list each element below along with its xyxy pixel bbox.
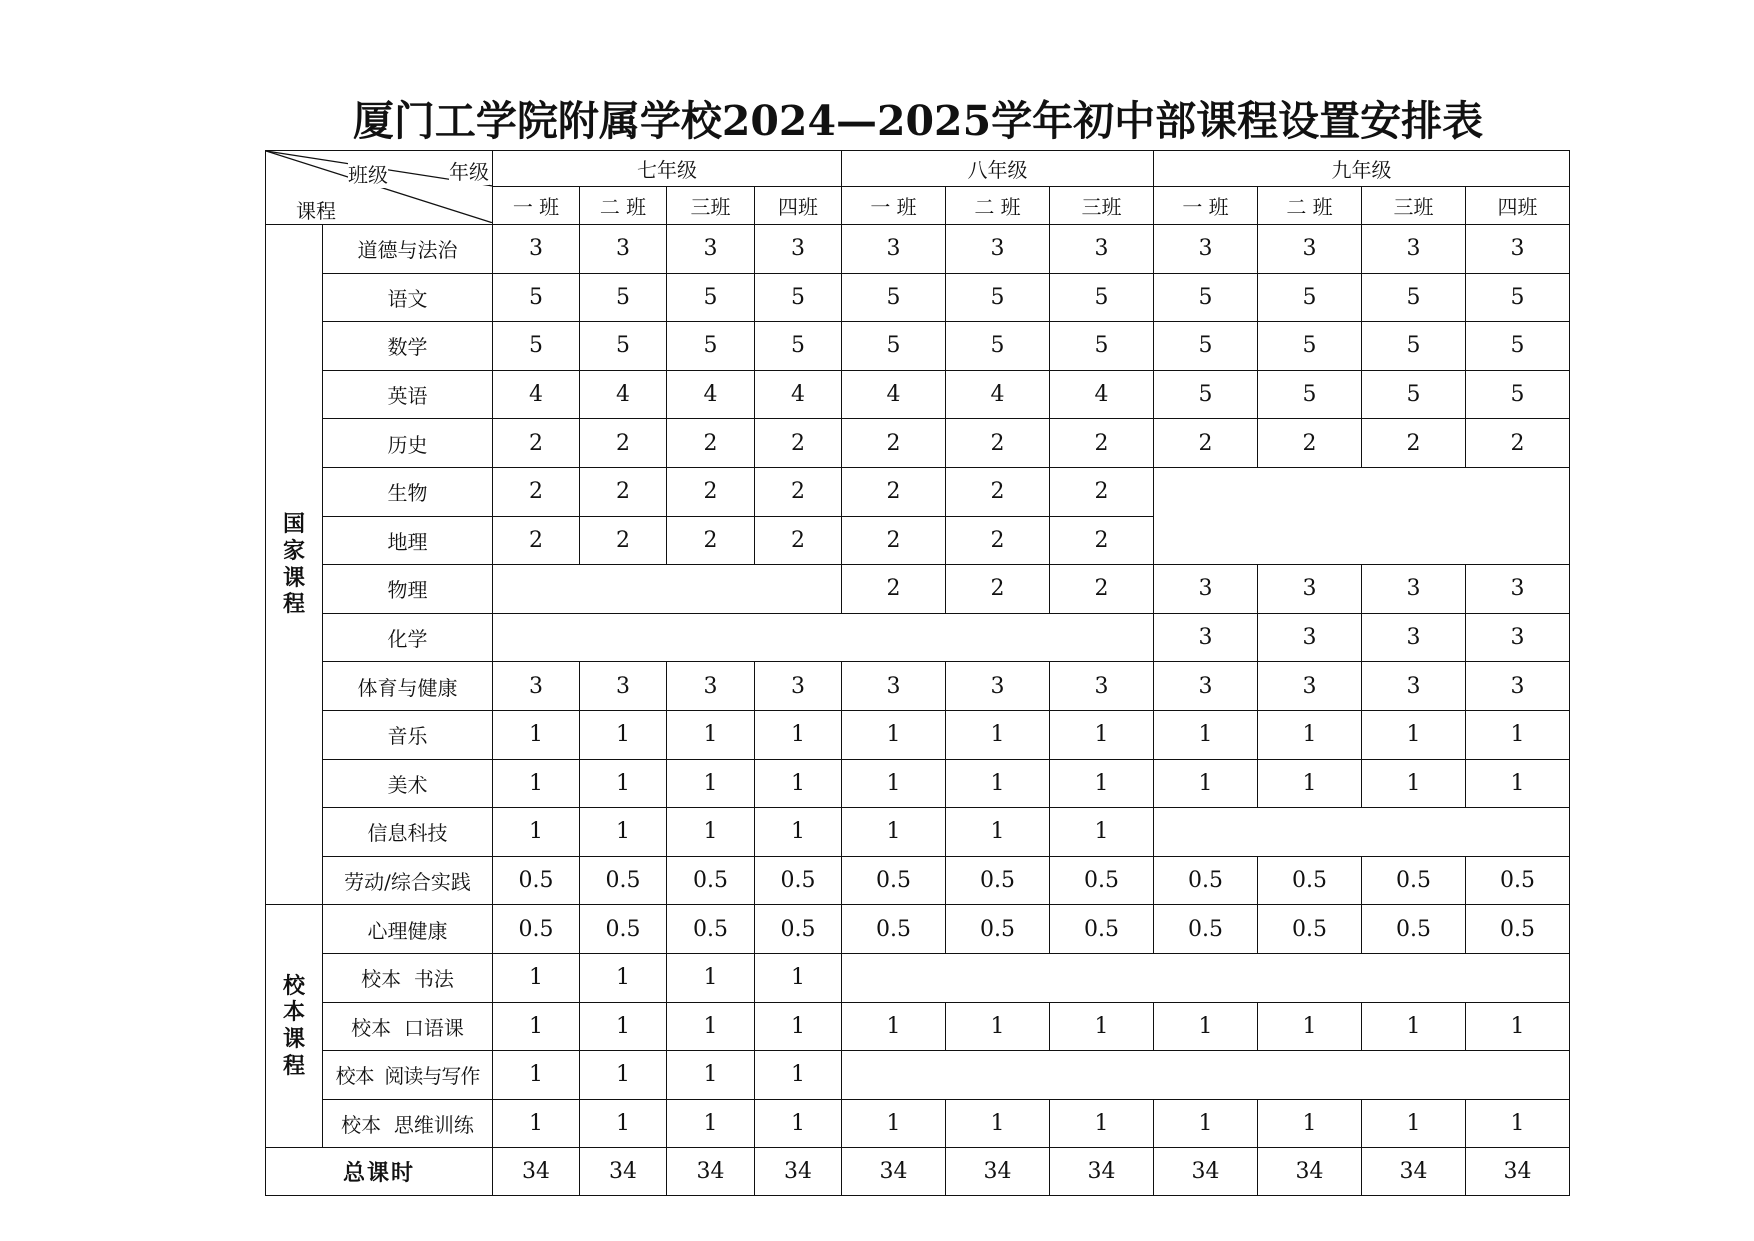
class-header: 三班 [667,187,755,225]
hours-cell: 1 [493,759,580,808]
hours-cell: 1 [946,759,1050,808]
subject-name: 校本 口语课 [323,1002,493,1051]
hours-cell: 1 [1258,759,1362,808]
hours-cell: 0.5 [667,905,755,954]
hours-cell: 0.5 [1050,905,1154,954]
hours-cell: 1 [1154,1099,1258,1148]
hours-cell: 4 [1050,370,1154,419]
hours-cell: 0.5 [667,856,755,905]
total-cell: 34 [755,1148,842,1196]
hours-cell: 5 [755,322,842,371]
hours-cell: 5 [946,273,1050,322]
hours-cell: 1 [1258,710,1362,759]
hours-cell: 2 [1050,419,1154,468]
hours-cell: 3 [1258,225,1362,274]
empty-merged-cell [842,1051,1570,1100]
hours-cell: 3 [1154,613,1258,662]
hours-cell: 0.5 [1154,856,1258,905]
hours-cell: 0.5 [1050,856,1154,905]
grade-header-7: 七年级 [493,151,842,187]
hours-cell: 3 [1154,565,1258,614]
hours-cell: 2 [580,467,667,516]
table-row [266,322,1570,371]
hours-cell: 5 [493,322,580,371]
hours-cell: 3 [1258,613,1362,662]
hours-cell: 4 [946,370,1050,419]
empty-merged-cell [493,613,1154,662]
hours-cell: 5 [580,273,667,322]
class-header: 二 班 [1258,187,1362,225]
hours-cell: 3 [1466,662,1570,711]
hours-cell: 0.5 [946,905,1050,954]
hours-cell: 5 [1050,322,1154,371]
hours-cell: 3 [1258,662,1362,711]
hours-cell: 2 [1466,419,1570,468]
hours-cell: 3 [1050,662,1154,711]
subject-name: 物理 [323,565,493,614]
table-row [266,905,1570,954]
hours-cell: 2 [667,516,755,565]
class-header: 三班 [1050,187,1154,225]
hours-cell: 1 [580,808,667,857]
hours-cell: 1 [667,1051,755,1100]
hours-cell: 1 [842,710,946,759]
hours-cell: 1 [580,759,667,808]
hours-cell: 1 [667,759,755,808]
hours-cell: 1 [755,759,842,808]
hours-cell: 2 [842,419,946,468]
hours-cell: 2 [842,467,946,516]
hours-cell: 1 [667,710,755,759]
hours-cell: 5 [1466,273,1570,322]
hours-cell: 3 [755,662,842,711]
hours-cell: 1 [580,1099,667,1148]
hours-cell: 5 [1258,273,1362,322]
hours-cell: 3 [667,662,755,711]
hours-cell: 0.5 [755,905,842,954]
header-corner-cell [266,151,493,225]
hours-cell: 3 [946,225,1050,274]
hours-cell: 2 [946,419,1050,468]
subject-name: 校本 书法 [323,953,493,1002]
table-row [266,419,1570,468]
hours-cell: 2 [755,419,842,468]
total-cell: 34 [842,1148,946,1196]
hours-cell: 2 [1154,419,1258,468]
hours-cell: 2 [580,516,667,565]
hours-cell: 3 [842,225,946,274]
table-row [266,565,1570,614]
hours-cell: 5 [1466,370,1570,419]
hours-cell: 1 [493,1051,580,1100]
hours-cell: 3 [1362,225,1466,274]
hours-cell: 1 [1154,710,1258,759]
hours-cell: 0.5 [1466,856,1570,905]
hours-cell: 3 [755,225,842,274]
subject-name: 生物 [323,467,493,516]
hours-cell: 1 [842,759,946,808]
subject-name: 地理 [323,516,493,565]
class-header: 四班 [755,187,842,225]
hours-cell: 2 [842,516,946,565]
hours-cell: 5 [667,273,755,322]
hours-cell: 3 [1362,662,1466,711]
hours-cell: 4 [580,370,667,419]
hours-cell: 5 [1466,322,1570,371]
hours-cell: 2 [493,516,580,565]
class-header: 二 班 [946,187,1050,225]
total-cell: 34 [1154,1148,1258,1196]
total-cell: 34 [493,1148,580,1196]
hours-cell: 2 [1050,565,1154,614]
hours-cell: 5 [842,273,946,322]
table-row [266,662,1570,711]
hours-cell: 2 [1050,516,1154,565]
hours-cell: 1 [580,1051,667,1100]
page-title: 厦门工学院附属学校2024—2025学年初中部课程设置安排表 [352,97,1484,145]
table-row [266,759,1570,808]
subject-name: 历史 [323,419,493,468]
hours-cell: 1 [667,1002,755,1051]
hours-cell: 0.5 [580,905,667,954]
hours-cell: 2 [667,467,755,516]
hours-cell: 1 [1362,1099,1466,1148]
subject-name: 体育与健康 [323,662,493,711]
hours-cell: 1 [1050,1099,1154,1148]
subject-name: 道德与法治 [323,225,493,274]
table-row [266,225,1570,274]
hours-cell: 2 [667,419,755,468]
hours-cell: 1 [493,710,580,759]
table-row [266,613,1570,662]
hours-cell: 1 [667,808,755,857]
subject-name: 心理健康 [323,905,493,954]
hours-cell: 3 [1050,225,1154,274]
table-row [266,808,1570,857]
grade-header-8: 八年级 [842,151,1154,187]
hours-cell: 0.5 [1258,856,1362,905]
hours-cell: 1 [1362,710,1466,759]
hours-cell: 1 [493,1002,580,1051]
hours-cell: 0.5 [1362,905,1466,954]
table-row [266,1099,1570,1148]
hours-cell: 0.5 [842,856,946,905]
category-school: 校本课程 [266,905,323,1148]
subject-name: 音乐 [323,710,493,759]
hours-cell: 1 [580,710,667,759]
hours-cell: 0.5 [1258,905,1362,954]
hours-cell: 5 [1362,273,1466,322]
grade-header-9: 九年级 [1154,151,1570,187]
class-header: 三班 [1362,187,1466,225]
hours-cell: 1 [946,710,1050,759]
hours-cell: 3 [1154,662,1258,711]
subject-name: 美术 [323,759,493,808]
total-label: 总课时 [266,1148,493,1196]
hours-cell: 4 [842,370,946,419]
empty-merged-cell [842,953,1570,1002]
hours-cell: 5 [1050,273,1154,322]
hours-cell: 5 [1362,322,1466,371]
hours-cell: 1 [1154,1002,1258,1051]
hours-cell: 0.5 [493,905,580,954]
hours-cell: 1 [667,953,755,1002]
total-cell: 34 [946,1148,1050,1196]
hours-cell: 0.5 [946,856,1050,905]
total-row [266,1148,1570,1196]
total-cell: 34 [1258,1148,1362,1196]
table-row [266,467,1570,516]
hours-cell: 3 [580,662,667,711]
hours-cell: 1 [493,1099,580,1148]
hours-cell: 0.5 [1466,905,1570,954]
hours-cell: 5 [580,322,667,371]
hours-cell: 3 [1466,565,1570,614]
hours-cell: 1 [1258,1099,1362,1148]
hours-cell: 4 [667,370,755,419]
total-cell: 34 [580,1148,667,1196]
total-cell: 34 [1050,1148,1154,1196]
hours-cell: 1 [1050,1002,1154,1051]
hours-cell: 2 [1258,419,1362,468]
hours-cell: 1 [842,1099,946,1148]
hours-cell: 1 [946,808,1050,857]
hours-cell: 2 [493,467,580,516]
empty-merged-cell [1154,467,1570,564]
subject-name: 劳动/综合实践 [323,856,493,905]
table-row [266,1002,1570,1051]
hours-cell: 2 [580,419,667,468]
hours-cell: 1 [1050,710,1154,759]
hours-cell: 2 [1050,467,1154,516]
category-national: 国家课程 [266,225,323,905]
hours-cell: 1 [1362,759,1466,808]
hours-cell: 5 [1258,322,1362,371]
class-header: 一 班 [842,187,946,225]
hours-cell: 3 [1466,225,1570,274]
hours-cell: 0.5 [1154,905,1258,954]
hours-cell: 0.5 [1362,856,1466,905]
hours-cell: 2 [1362,419,1466,468]
hours-cell: 1 [1050,808,1154,857]
subject-name: 英语 [323,370,493,419]
table-row [266,856,1570,905]
hours-cell: 1 [1466,759,1570,808]
subject-name: 校本 阅读与写作 [323,1051,493,1100]
empty-merged-cell [493,565,842,614]
hours-cell: 5 [842,322,946,371]
hours-cell: 3 [493,662,580,711]
hours-cell: 1 [842,808,946,857]
hours-cell: 5 [667,322,755,371]
hours-cell: 1 [1466,1002,1570,1051]
hours-cell: 3 [946,662,1050,711]
total-cell: 34 [1362,1148,1466,1196]
total-cell: 34 [667,1148,755,1196]
hours-cell: 0.5 [755,856,842,905]
hours-cell: 1 [755,1002,842,1051]
hours-cell: 3 [580,225,667,274]
hours-cell: 1 [755,1099,842,1148]
course-schedule-table [265,150,1570,1196]
hours-cell: 3 [1154,225,1258,274]
subject-name: 信息科技 [323,808,493,857]
table-row [266,1051,1570,1100]
hours-cell: 5 [1154,370,1258,419]
hours-cell: 1 [1362,1002,1466,1051]
hours-cell: 1 [580,953,667,1002]
hours-cell: 5 [1154,322,1258,371]
hours-cell: 3 [842,662,946,711]
hours-cell: 1 [1258,1002,1362,1051]
hours-cell: 3 [667,225,755,274]
hours-cell: 1 [1154,759,1258,808]
hours-cell: 5 [1362,370,1466,419]
corner-label-class: 班级 [348,159,388,188]
hours-cell: 5 [755,273,842,322]
table-row [266,953,1570,1002]
subject-name: 数学 [323,322,493,371]
hours-cell: 2 [755,516,842,565]
hours-cell: 3 [1466,613,1570,662]
hours-cell: 4 [493,370,580,419]
class-header: 一 班 [1154,187,1258,225]
hours-cell: 5 [1154,273,1258,322]
subject-name: 语文 [323,273,493,322]
corner-label-grade: 年级 [449,156,489,185]
hours-cell: 1 [755,710,842,759]
subject-name: 化学 [323,613,493,662]
hours-cell: 2 [842,565,946,614]
hours-cell: 4 [755,370,842,419]
hours-cell: 3 [1258,565,1362,614]
hours-cell: 2 [755,467,842,516]
hours-cell: 3 [1362,613,1466,662]
table-row [266,710,1570,759]
hours-cell: 1 [493,808,580,857]
hours-cell: 1 [755,1051,842,1100]
hours-cell: 2 [946,565,1050,614]
hours-cell: 1 [946,1099,1050,1148]
hours-cell: 5 [493,273,580,322]
hours-cell: 2 [946,467,1050,516]
subject-name: 校本 思维训练 [323,1099,493,1148]
hours-cell: 5 [1258,370,1362,419]
hours-cell: 1 [755,808,842,857]
hours-cell: 1 [493,953,580,1002]
hours-cell: 0.5 [580,856,667,905]
empty-merged-cell [1154,808,1570,857]
hours-cell: 0.5 [493,856,580,905]
hours-cell: 1 [580,1002,667,1051]
hours-cell: 2 [493,419,580,468]
hours-cell: 1 [842,1002,946,1051]
hours-cell: 0.5 [842,905,946,954]
class-header: 四班 [1466,187,1570,225]
table-row [266,273,1570,322]
hours-cell: 1 [755,953,842,1002]
corner-label-course: 课程 [296,195,336,224]
hours-cell: 1 [1466,1099,1570,1148]
hours-cell: 1 [946,1002,1050,1051]
hours-cell: 3 [493,225,580,274]
hours-cell: 1 [667,1099,755,1148]
hours-cell: 3 [1362,565,1466,614]
hours-cell: 2 [946,516,1050,565]
table-row [266,370,1570,419]
class-header: 二 班 [580,187,667,225]
hours-cell: 1 [1466,710,1570,759]
hours-cell: 1 [1050,759,1154,808]
hours-cell: 5 [946,322,1050,371]
total-cell: 34 [1466,1148,1570,1196]
class-header: 一 班 [493,187,580,225]
